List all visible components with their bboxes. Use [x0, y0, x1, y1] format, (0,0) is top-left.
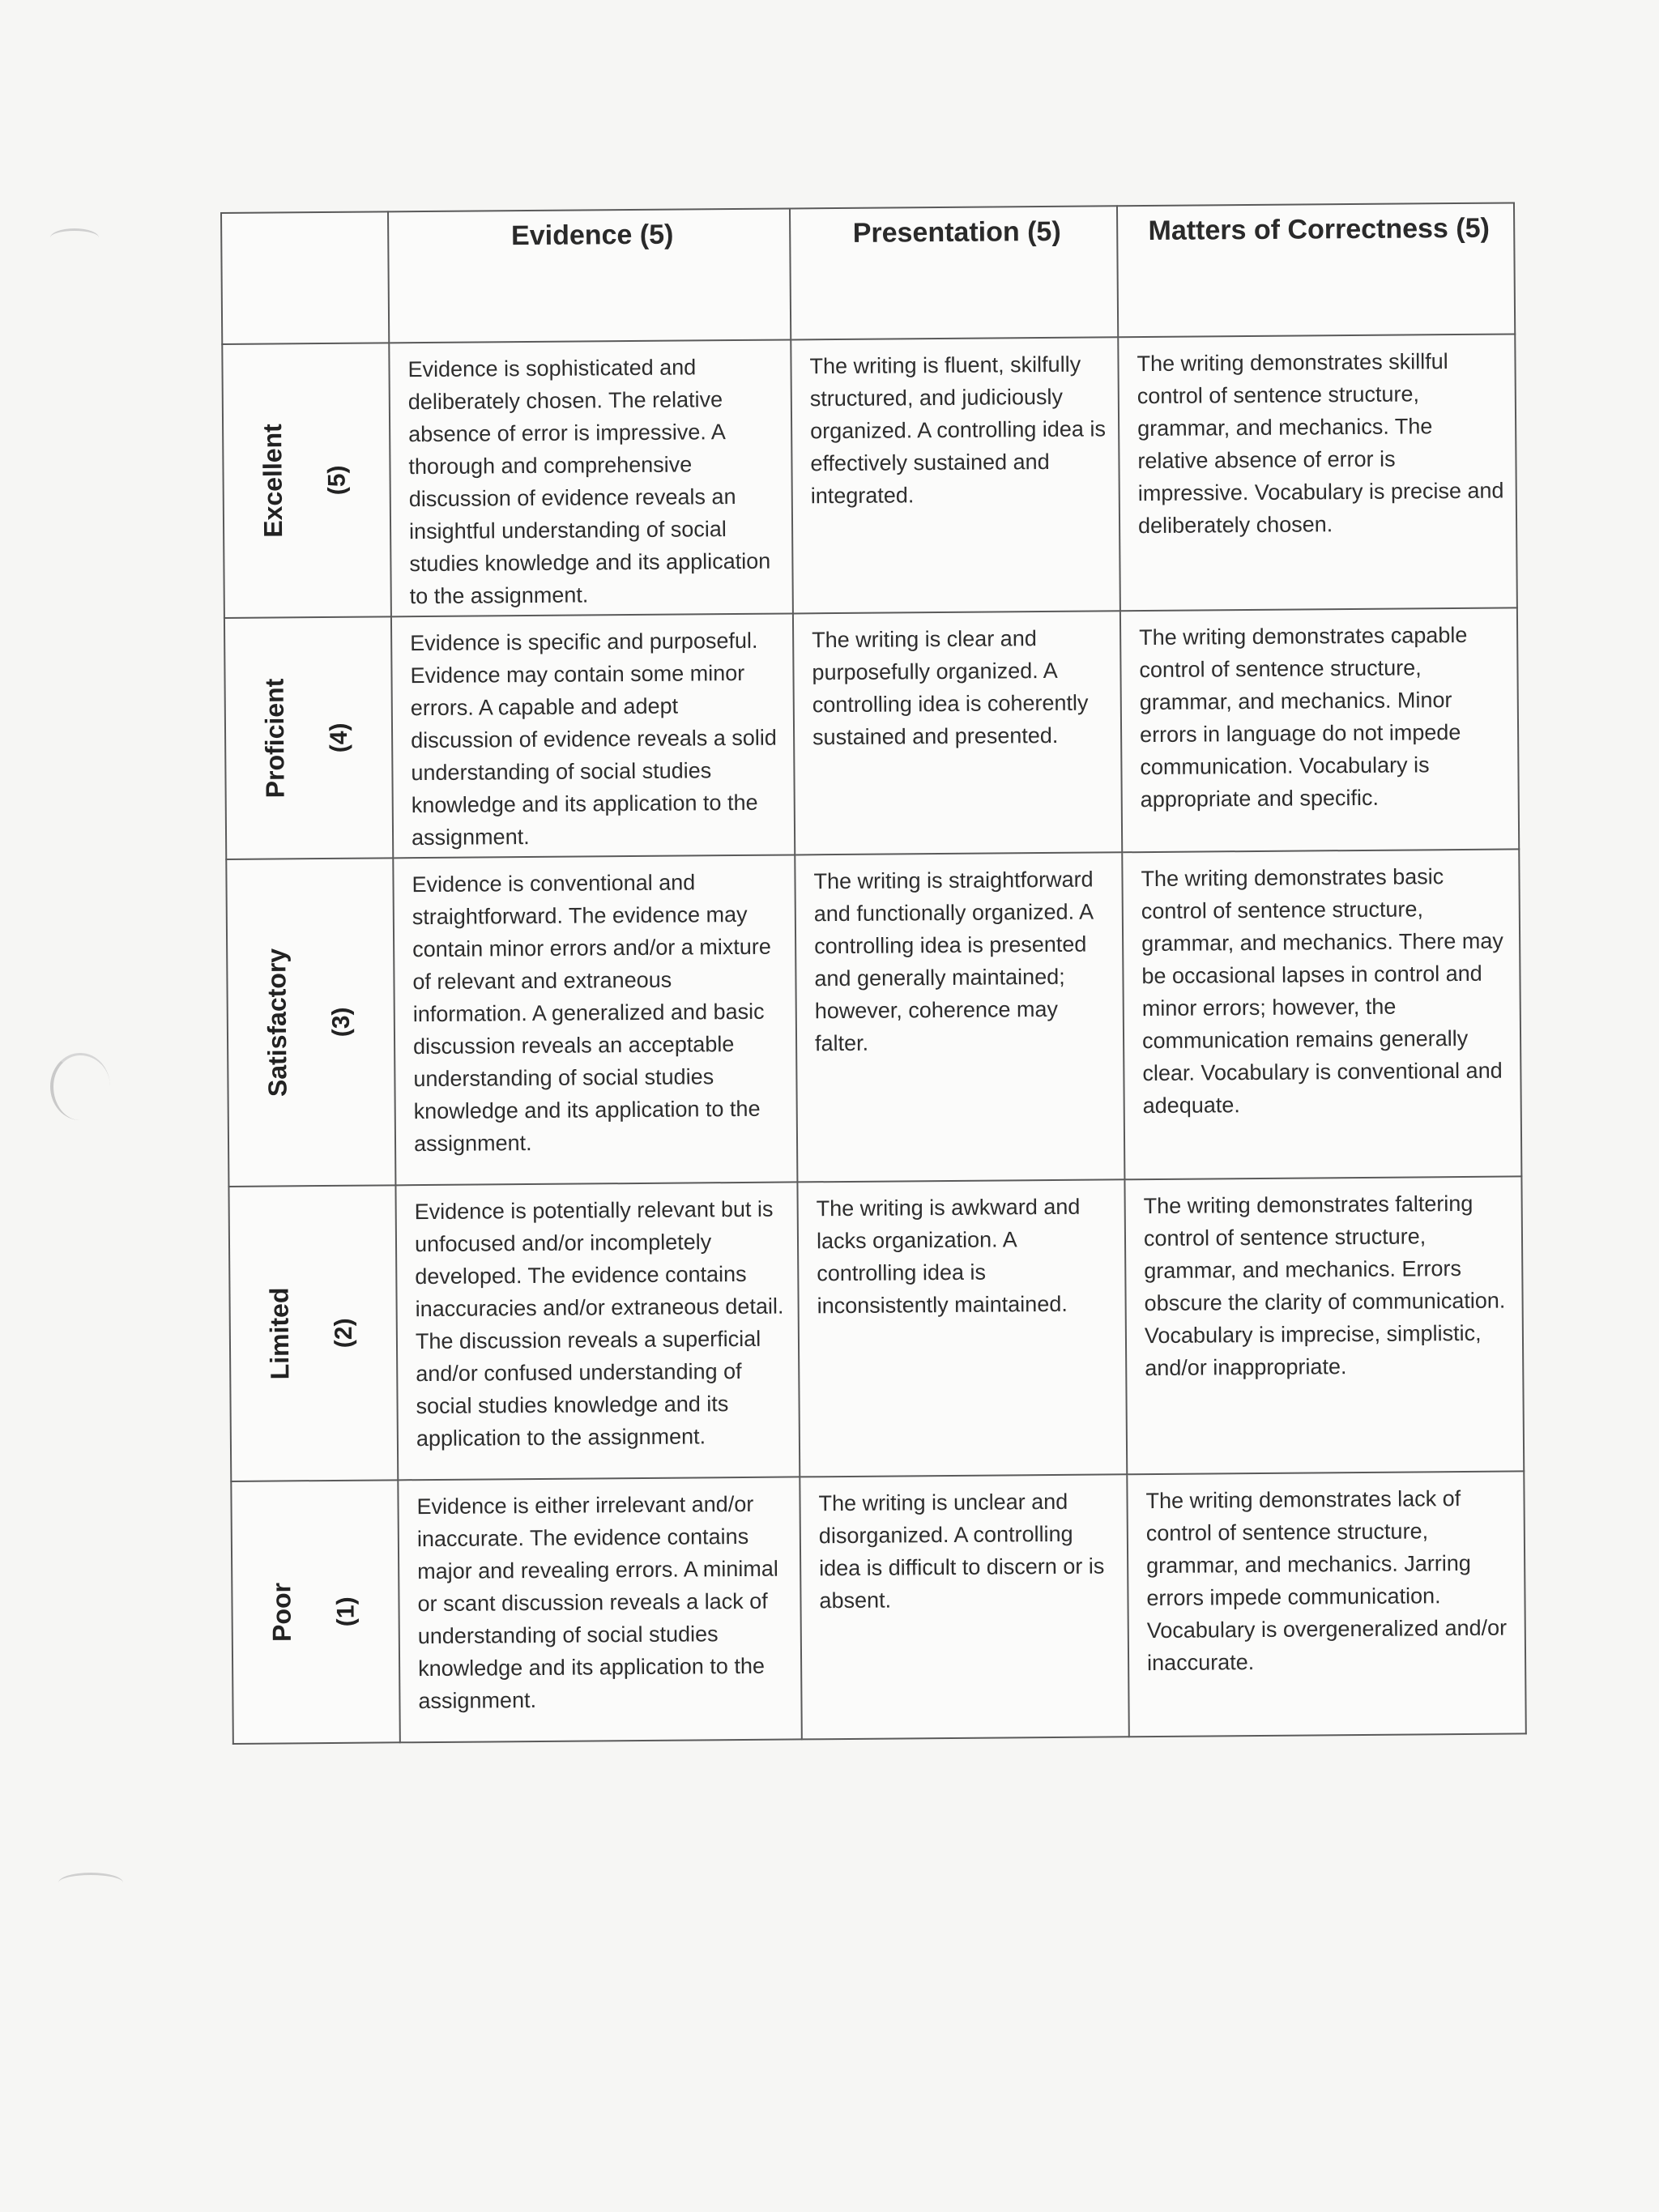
- header-evidence: Evidence (5): [388, 208, 791, 343]
- punch-hole-artifact: [50, 1053, 110, 1120]
- level-name: Proficient: [259, 678, 290, 799]
- header-presentation: Presentation (5): [790, 206, 1118, 339]
- evidence-cell: Evidence is specific and purposeful. Evidence may contain some minor errors. A capable and adept discussion of evidence reveals a solid understanding of social studies knowledge and its application to the assignment.: [391, 613, 795, 858]
- level-score: (4): [325, 722, 353, 753]
- correctness-cell: The writing demonstrates skillful control of sentence structure, grammar, and mechanics. The relative absence of error is impressive. Vocabulary is precise and deliberately chosen.: [1118, 334, 1517, 611]
- level-score: (2): [330, 1318, 358, 1349]
- level-cell: [224, 616, 393, 859]
- rubric-row-proficient: [224, 607, 1519, 859]
- scan-artifact: [58, 1873, 123, 1893]
- level-name: Satisfactory: [262, 948, 292, 1097]
- rubric-row-limited: [228, 1176, 1524, 1481]
- evidence-cell: Evidence is sophisticated and deliberately chosen. The relative absence of error is impressive. A thorough and comprehensive discussion of evidence reveals an insightful understanding of social studies knowledge and its application to the assignment.: [389, 339, 793, 616]
- presentation-cell: The writing is awkward and lacks organization. A controlling idea is inconsistently maintained.: [797, 1179, 1127, 1477]
- evidence-cell: Evidence is potentially relevant but is unfocused and/or incompletely developed. The evidence contains inaccuracies and/or extraneous detail. The discussion reveals a superficial and/or confused understanding of social studies knowledge and its application to the assignment.: [395, 1182, 800, 1480]
- rubric-row-excellent: [222, 334, 1517, 618]
- presentation-cell: The writing is clear and purposefully organized. A controlling idea is coherently sustained and presented.: [793, 611, 1122, 855]
- rubric-table: [220, 202, 1527, 1744]
- presentation-cell: The writing is straightforward and functionally organized. A controlling idea is presented and generally maintained; however, coherence may falter.: [795, 852, 1124, 1182]
- correctness-cell: The writing demonstrates lack of control of sentence structure, grammar, and mechanics. Jarring errors impede communication. Vocabulary is overgeneralized and/or inaccurate.: [1127, 1471, 1526, 1737]
- corner-cell: [221, 211, 389, 344]
- presentation-cell: The writing is fluent, skilfully structured, and judiciously organized. A controlling idea is effectively sustained and integrated.: [791, 337, 1120, 613]
- presentation-cell: The writing is unclear and disorganized. A controlling idea is difficult to discern or is absent.: [800, 1474, 1129, 1739]
- header-correctness: Matters of Correctness (5): [1117, 202, 1515, 337]
- rubric-row-satisfactory: [226, 849, 1521, 1187]
- rubric-row-poor: [231, 1471, 1525, 1744]
- level-name: Excellent: [258, 424, 288, 538]
- scan-artifact: [50, 228, 99, 247]
- header-row: [221, 202, 1515, 344]
- correctness-cell: The writing demonstrates basic control of sentence structure, grammar, and mechanics. There may be occasional lapses in control and minor errors; however, the communication remains generally clear. Vocabulary is conventional and adequate.: [1122, 849, 1521, 1179]
- level-name: Poor: [267, 1582, 296, 1643]
- level-score: (5): [323, 465, 351, 496]
- evidence-cell: Evidence is either irrelevant and/or inaccurate. The evidence contains major and revealing errors. A minimal or scant discussion reveals a lack of understanding of social studies knowledge and its application to the assignment.: [398, 1477, 802, 1742]
- level-name: Limited: [264, 1287, 295, 1380]
- correctness-cell: The writing demonstrates capable control of sentence structure, grammar, and mechanics. Minor errors in language do not impede communication. Vocabulary is appropriate and specific.: [1120, 607, 1519, 852]
- level-cell: [231, 1480, 400, 1744]
- level-score: (3): [327, 1007, 356, 1038]
- level-cell: [228, 1185, 398, 1481]
- level-cell: [226, 858, 395, 1187]
- level-cell: [222, 343, 391, 618]
- level-score: (1): [332, 1596, 360, 1627]
- correctness-cell: The writing demonstrates faltering control of sentence structure, grammar, and mechanics. Errors obscure the clarity of communication. Vocabulary is imprecise, simplistic, and/or inappropriate.: [1124, 1176, 1524, 1474]
- evidence-cell: Evidence is conventional and straightforward. The evidence may contain minor errors and/or a mixture of relevant and extraneous information. A generalized and basic discussion reveals an acceptable understanding of social studies knowledge and its application to the assignment.: [393, 855, 797, 1185]
